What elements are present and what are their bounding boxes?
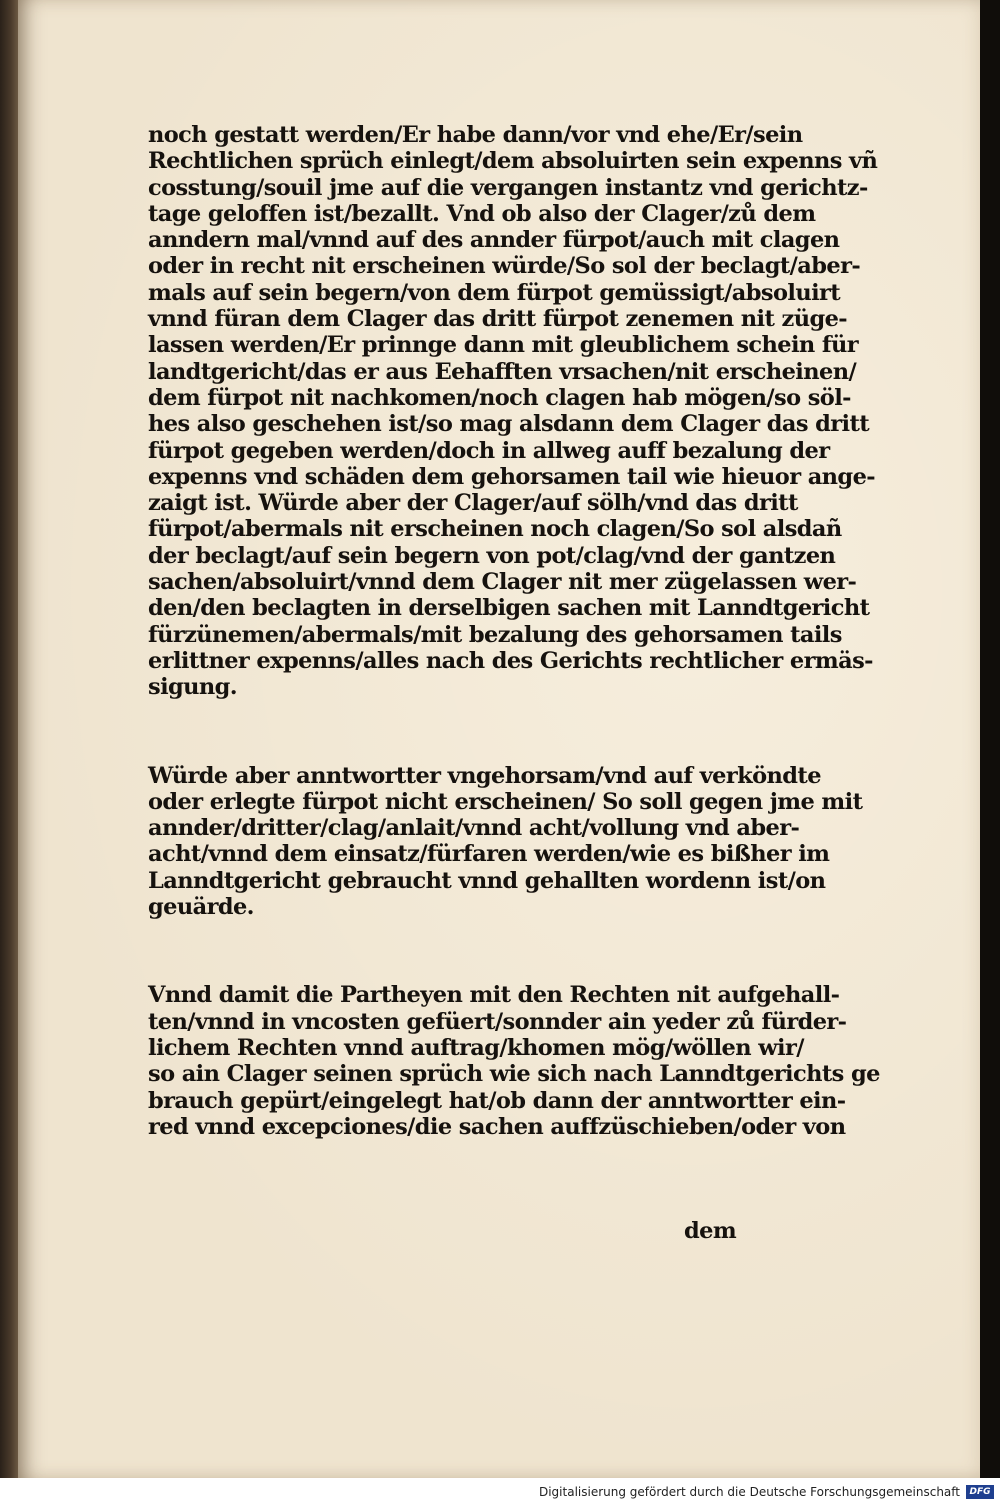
text-line: lichem Rechten vnnd auftrag/khomen mög/wöllen wir/	[148, 1034, 804, 1061]
paragraph-1	[148, 122, 878, 701]
text-line: red vnnd excepciones/die sachen auffzüschieben/oder von	[148, 1113, 846, 1140]
text-line: tage geloffen ist/bezallt. Vnd ob also der Clager/zů dem	[148, 200, 816, 227]
text-line: annder/dritter/clag/anlait/vnnd acht/vollung vnd aber-	[148, 815, 800, 842]
book-spine	[0, 0, 18, 1478]
funding-credit: Digitalisierung gefördert durch die Deutsche Forschungsgemeinschaft	[538, 1485, 960, 1499]
text-line: der beclagt/auf sein begern von pot/clag/vnd der gantzen	[148, 542, 836, 569]
text-line: expenns vnd schäden dem gehorsamen tail wie hieuor ange-	[148, 463, 876, 490]
text-line: cosstung/souil jme auf die vergangen instantz vnd gerichtz-	[148, 174, 868, 201]
text-line: so ain Clager seinen sprüch wie sich nach Lanndtgerichts ge	[148, 1061, 880, 1088]
dfg-logo: DFG	[966, 1485, 994, 1499]
text-line: oder erlegte fürpot nicht erscheinen/ So soll gegen jme mit	[148, 788, 863, 815]
text-line: ten/vnnd in vncosten gefüert/sonnder ain yeder zů fürder-	[148, 1008, 847, 1035]
text-line: landtgericht/das er aus Eehafften vrsachen/nit erscheinen/	[148, 358, 857, 385]
text-line: Lanndtgericht gebraucht vnnd gehallten wordenn ist/on	[148, 867, 826, 894]
text-line: fürpot/abermals nit erscheinen noch clagen/So sol alsdañ	[148, 516, 842, 543]
text-block	[148, 122, 880, 1140]
text-line: vnnd füran dem Clager das dritt fürpot zenemen nit züge-	[148, 306, 848, 333]
text-line: acht/vnnd dem einsatz/fürfaren werden/wie es bißher im	[148, 841, 830, 868]
text-line: Würde aber anntwortter vngehorsam/vnd auf verköndte	[148, 762, 821, 789]
text-line: fürzünemen/abermals/mit bezalung des gehorsamen tails	[148, 621, 842, 648]
text-line: noch gestatt werden/Er habe dann/vor vnd ehe/Er/sein	[148, 122, 803, 148]
text-line: geuärde.	[148, 894, 254, 921]
paragraph-3	[148, 982, 880, 1140]
text-line: zaigt ist. Würde aber der Clager/auf sölh/vnd das dritt	[148, 490, 798, 517]
page-edge-shadow	[980, 0, 1000, 1478]
text-line: sachen/absoluirt/vnnd dem Clager nit mer zügelassen wer-	[148, 569, 857, 596]
catchword: dem	[684, 1218, 737, 1244]
text-line: sigung.	[148, 674, 238, 701]
text-line: hes also geschehen ist/so mag alsdann dem Clager das dritt	[148, 411, 870, 438]
text-line: erlittner expenns/alles nach des Gerichts rechtlicher ermäs-	[148, 647, 873, 674]
text-line: den/den beclagten in derselbigen sachen mit Lanndtgericht	[148, 595, 870, 622]
text-line: fürpot gegeben werden/doch in allweg auff bezalung der	[148, 437, 830, 464]
text-line: oder in recht nit erscheinen würde/So sol der beclagt/aber-	[148, 253, 861, 280]
text-line: Rechtlichen sprüch einlegt/dem absoluirten sein expenns vñ	[148, 148, 878, 175]
text-line: lassen werden/Er prinnge dann mit gleublichem schein für	[148, 332, 859, 359]
text-line: brauch gepürt/eingelegt hat/ob dann der anntwortter ein-	[148, 1087, 846, 1114]
footer-bar	[0, 1478, 1000, 1507]
paragraph-2	[148, 762, 863, 921]
text-line: Vnnd damit die Partheyen mit den Rechten nit aufgehall-	[148, 982, 840, 1009]
text-line: mals auf sein begern/von dem fürpot gemüssigt/absoluirt	[148, 279, 841, 306]
text-line: anndern mal/vnnd auf des annder fürpot/auch mit clagen	[148, 227, 840, 254]
text-line: dem fürpot nit nachkomen/noch clagen hab mögen/so söl-	[148, 384, 851, 411]
